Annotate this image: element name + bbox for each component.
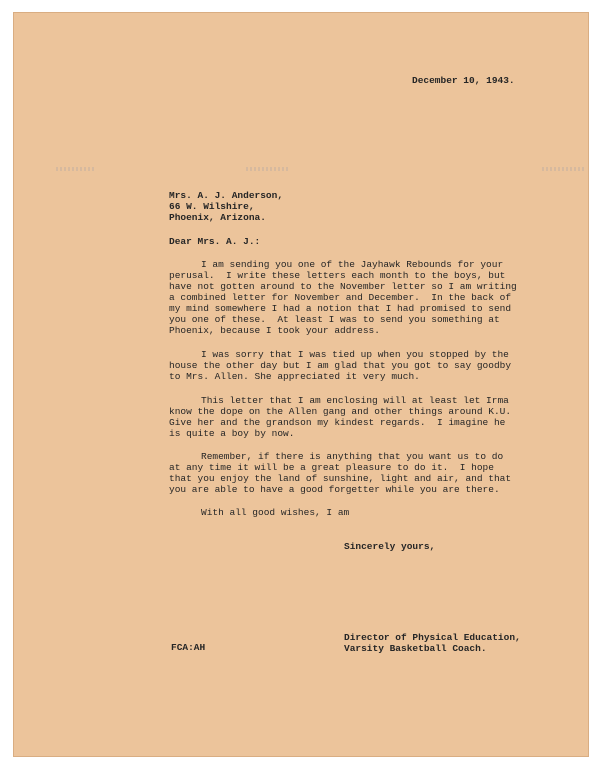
recipient-city: Phoenix, Arizona. <box>169 212 266 223</box>
body-line: have not gotten around to the November letter so I am writing <box>169 281 517 292</box>
recipient-street: 66 W. Wilshire, <box>169 201 255 212</box>
body-line: This letter that I am enclosing will at least let Irma <box>201 395 509 406</box>
page-mark-right <box>542 167 584 171</box>
letter-page <box>13 12 589 757</box>
body-line: a combined letter for November and December. In the back of <box>169 292 512 303</box>
body-line: Remember, if there is anything that you want us to do <box>201 451 504 462</box>
body-line: Give her and the grandson my kindest regards. I imagine he <box>169 417 506 428</box>
body-line: I am sending you one of the Jayhawk Rebounds for your <box>201 259 504 270</box>
closing-wishes: With all good wishes, I am <box>201 507 350 518</box>
body-line: that you enjoy the land of sunshine, light and air, and that <box>169 473 512 484</box>
body-line: Phoenix, because I took your address. <box>169 325 380 336</box>
body-line: know the dope on the Allen gang and other things around K.U. <box>169 406 512 417</box>
complimentary-close: Sincerely yours, <box>344 541 436 552</box>
signature-title: Director of Physical Education, <box>344 632 521 643</box>
recipient-name: Mrs. A. J. Anderson, <box>169 190 284 201</box>
page-mark-left <box>56 167 96 171</box>
page-mark-center <box>246 167 288 171</box>
body-line: house the other day but I am glad that you got to say goodby <box>169 360 512 371</box>
signature-subtitle: Varsity Basketball Coach. <box>344 643 487 654</box>
body-line: perusal. I write these letters each month to the boys, but <box>169 270 506 281</box>
salutation: Dear Mrs. A. J.: <box>169 236 261 247</box>
body-line: you one of these. At least I was to send you something at <box>169 314 500 325</box>
body-line: I was sorry that I was tied up when you stopped by the <box>201 349 509 360</box>
body-line: my mind somewhere I had a notion that I had promised to send <box>169 303 512 314</box>
body-line: you are able to have a good forgetter while you are there. <box>169 484 500 495</box>
reference-initials: FCA:AH <box>171 642 206 653</box>
letter-date: December 10, 1943. <box>412 75 515 86</box>
body-line: to Mrs. Allen. She appreciated it very much. <box>169 371 420 382</box>
body-line: is quite a boy by now. <box>169 428 295 439</box>
body-line: at any time it will be a great pleasure to do it. I hope <box>169 462 494 473</box>
